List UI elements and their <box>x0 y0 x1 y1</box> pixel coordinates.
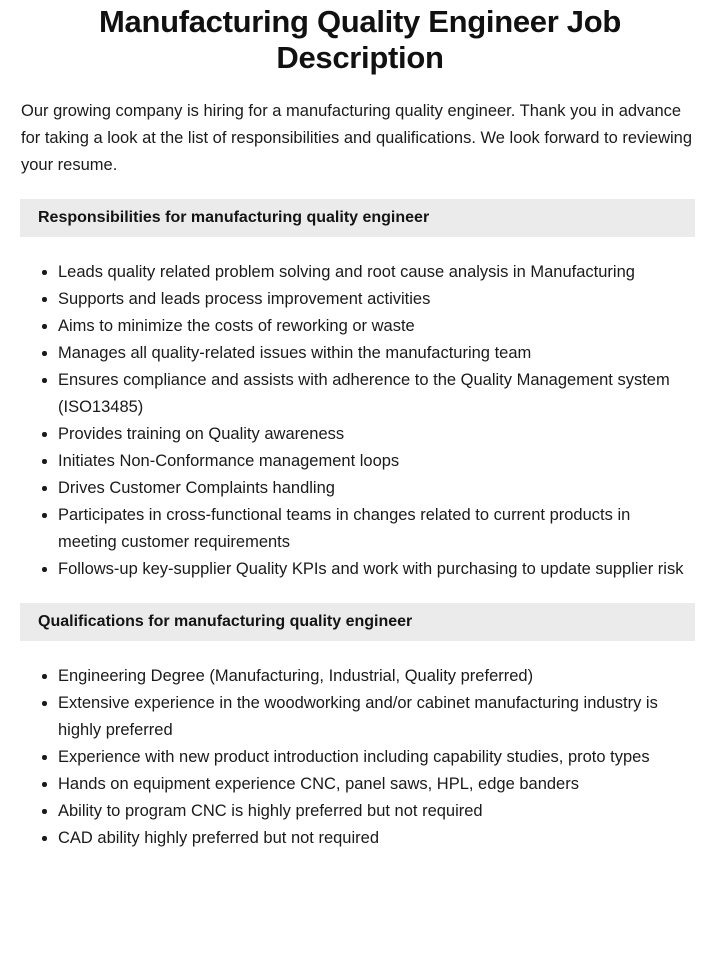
responsibilities-list <box>0 237 720 583</box>
section-heading-qualifications <box>20 603 695 641</box>
section-heading-label: Qualifications for manufacturing quality engineer <box>38 613 413 630</box>
list-item: Engineering Degree (Manufacturing, Industrial, Quality preferred) <box>42 663 690 690</box>
list-item: Aims to minimize the costs of reworking or waste <box>42 313 690 340</box>
qualifications-list <box>0 641 720 852</box>
section-heading-label: Responsibilities for manufacturing quality engineer <box>38 209 430 226</box>
list-item: Initiates Non-Conformance management loops <box>42 448 690 475</box>
section-heading-responsibilities <box>20 199 695 237</box>
list-item: Provides training on Quality awareness <box>42 421 690 448</box>
list-item: CAD ability highly preferred but not required <box>42 825 690 852</box>
list-item: Participates in cross-functional teams in changes related to current products in meeting customer requirements <box>42 502 690 556</box>
list-item: Ensures compliance and assists with adherence to the Quality Management system (ISO13485) <box>42 367 690 421</box>
list-item: Drives Customer Complaints handling <box>42 475 690 502</box>
list-item: Ability to program CNC is highly preferred but not required <box>42 798 690 825</box>
list-item: Leads quality related problem solving and root cause analysis in Manufacturing <box>42 259 690 286</box>
page-title: Manufacturing Quality Engineer Job Description <box>98 4 622 75</box>
list-item: Supports and leads process improvement activities <box>42 286 690 313</box>
list-item: Extensive experience in the woodworking and/or cabinet manufacturing industry is highly preferred <box>42 690 690 744</box>
list-item: Manages all quality-related issues within the manufacturing team <box>42 340 690 367</box>
list-item: Follows-up key-supplier Quality KPIs and work with purchasing to update supplier risk <box>42 556 690 583</box>
list-item: Experience with new product introduction including capability studies, proto types <box>42 744 690 771</box>
list-item: Hands on equipment experience CNC, panel saws, HPL, edge banders <box>42 771 690 798</box>
intro-paragraph: Our growing company is hiring for a manufacturing quality engineer. Thank you in advance for taking a look at the list of responsibilities and qualifications. We look forward to reviewing your resume. <box>21 102 693 174</box>
